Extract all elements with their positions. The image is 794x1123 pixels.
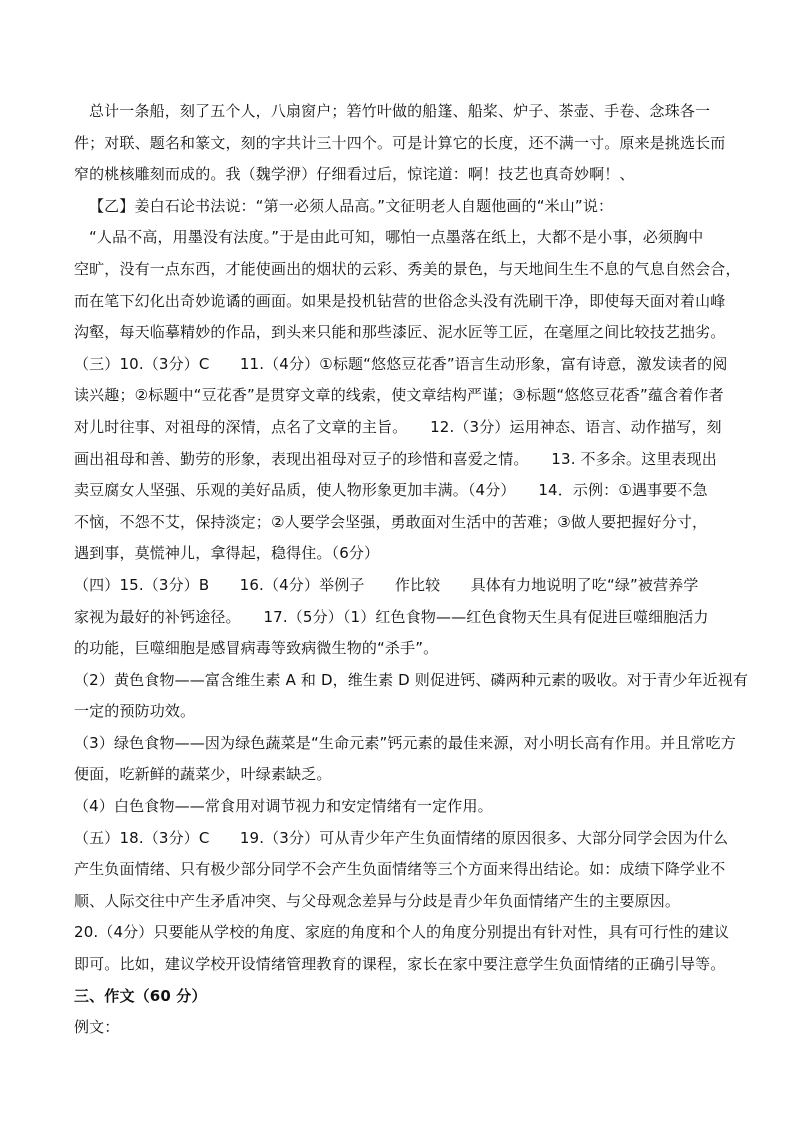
section-heading: 三、作文（60 分） [74,986,207,1005]
text-line: 画出祖母和善、勤劳的形象，表现出祖母对豆子的珍惜和喜爱之情。 13. 不多余。这里表现出 [74,449,717,468]
text-line: 20.（4分）只要能从学校的角度、家庭的角度和个人的角度分别提出有针对性，具有可行性的建议 [74,923,730,942]
text-line: 一定的预防功效。 [74,702,196,721]
answer-text-body [74,96,749,1044]
text-line: 产生负面情绪、只有极少部分同学不会产生负面情绪等三个方面来得出结论。如：成绩下降学业不 [74,860,726,879]
text-line: 的功能，巨噬细胞是感冒病毒等致病微生物的“杀手”。 [74,639,439,658]
text-line: 沟壑，每天临摹精妙的作品，到头来只能和那些漆匠、泥水匠等工匠，在毫厘之间比较技艺拙劣。 [74,323,726,342]
text-line: 不恼，不怨不艾，保持淡定；②人要学会坚强，勇敢面对生活中的苦难；③做人要把握好分寸， [74,512,708,531]
text-line: 总计一条船，刻了五个人，八扇窗户；箬竹叶做的船篷、船桨、炉子、茶壶、手卷、念珠各一 [89,102,711,120]
text-line: 读兴趣；②标题中“豆花香”是贯穿文章的线索，使文章结构严谨；③标题“悠悠豆花香”蕴含着作者 [74,386,724,405]
text-line: 顺、人际交往中产生矛盾冲突、与父母观念差异与分歧是青少年负面情绪产生的主要原因。 [74,891,681,910]
text-line: 卖豆腐女人坚强、乐观的美好品质，使人物形象更加丰满。（4分） 14．示例：①遇事要不急 [74,481,708,500]
text-line: 遇到事，莫慌神儿，拿得起，稳得住。（6分） [74,544,380,563]
text-line: 【乙】姜白石论书法说：“第一必须人品高。”文征明老人自题他画的“米山”说： [89,196,614,215]
text-line: 窄的桃核雕刻而成的。我（魏学洢）仔细看过后，惊诧道：啊！技艺也真奇妙啊！、 [74,165,635,184]
text-line: 空旷，没有一点东西，才能使画出的烟状的云彩、秀美的景色，与天地间生生不息的气息自然会合， [74,259,741,278]
text-line: 例文： [74,1018,120,1037]
text-line: （四）15.（3分）B 16.（4分）举例子 作比较 具体有力地说明了吃“绿”被营养学 [74,575,699,594]
text-line: （3）绿色食物——因为绿色蔬菜是“生命元素”钙元素的最佳来源，对小明长高有作用。并且常吃方 [74,733,736,752]
text-line: （三）10.（3分）C 11.（4分）①标题“悠悠豆花香”语言生动形象，富有诗意，激发读者的阅 [74,354,728,373]
text-line: 家视为最好的补钙途径。 17.（5分）（1）红色食物——红色食物天生具有促进巨噬细胞活力 [74,607,709,626]
text-line: 便面，吃新鲜的蔬菜少，叶绿素缺乏。 [74,765,332,784]
text-line: 而在笔下幻化出奇妙诡谲的画面。如果是投机钻营的世俗念头没有洗刷干净，即使每天面对着山峰 [74,291,726,310]
text-line: （2）黄色食物——富含维生素 A 和 D，维生素 D 则促进钙、磷两种元素的吸收。对于青少年近视有 [74,670,749,689]
text-line: 对儿时往事、对祖母的深情，点名了文章的主旨。 12.（3分）运用神态、语言、动作描写，刻 [74,417,722,436]
text-line: （五）18.（3分）C 19.（3分）可从青少年产生负面情绪的原因很多、大部分同学会因为什么 [74,828,729,847]
text-line: 件；对联、题名和篆文，刻的字共计三十四个。可是计算它的长度，还不满一寸。原来是挑选长而 [74,133,726,152]
text-line: （4）白色食物——常食用对调节视力和安定情绪有一定作用。 [74,797,493,816]
text-line: 即可。比如，建议学校开设情绪管理教育的课程，家长在家中要注意学生负面情绪的正确引导等。 [74,955,726,974]
text-line: “人品不高，用墨没有法度。”于是由此可知，哪怕一点墨落在纸上，大都不是小事，必须胸中 [89,228,704,247]
